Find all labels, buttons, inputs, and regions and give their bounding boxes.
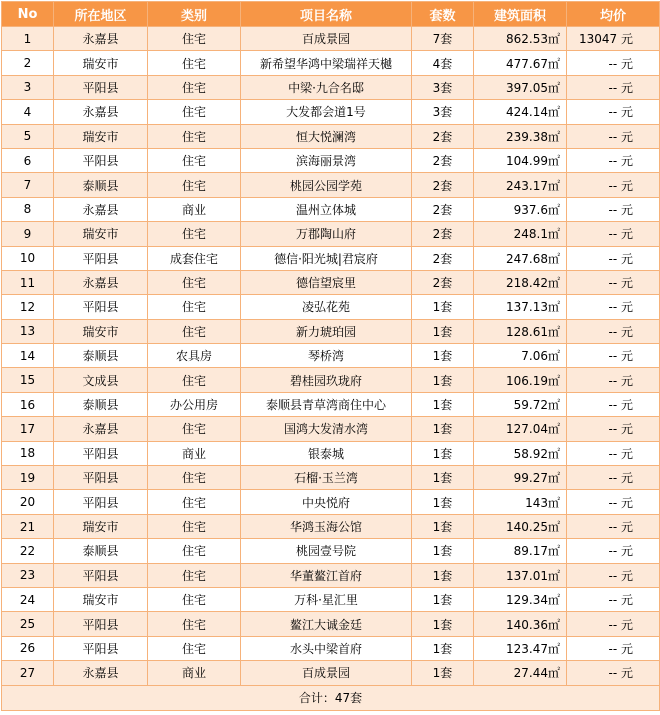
cell-price: -- 元 — [567, 539, 660, 563]
cell-units: 1套 — [412, 514, 474, 538]
sales-table — [1, 1, 660, 711]
cell-area: 247.68㎡ — [474, 246, 567, 270]
table-row — [2, 441, 660, 465]
cell-project: 华董鳌江首府 — [241, 563, 412, 587]
cell-area: 397.05㎡ — [474, 75, 567, 99]
cell-units: 1套 — [412, 539, 474, 563]
table-body — [2, 27, 660, 686]
cell-area: 239.38㎡ — [474, 124, 567, 148]
cell-project: 中央悦府 — [241, 490, 412, 514]
cell-no: 7 — [2, 173, 54, 197]
cell-project: 鳌江大诚金廷 — [241, 612, 412, 636]
cell-units: 1套 — [412, 563, 474, 587]
table-row — [2, 295, 660, 319]
table-row — [2, 124, 660, 148]
cell-area: 58.92㎡ — [474, 441, 567, 465]
cell-category: 住宅 — [148, 51, 241, 75]
cell-category: 农具房 — [148, 344, 241, 368]
cell-region: 平阳县 — [54, 563, 148, 587]
cell-units: 2套 — [412, 173, 474, 197]
cell-project: 桃园壹号院 — [241, 539, 412, 563]
cell-project: 万科·星汇里 — [241, 587, 412, 611]
cell-units: 1套 — [412, 344, 474, 368]
cell-price: -- 元 — [567, 124, 660, 148]
cell-price: 13047 元 — [567, 27, 660, 51]
cell-project: 温州立体城 — [241, 197, 412, 221]
cell-category: 住宅 — [148, 75, 241, 99]
cell-project: 中梁·九合名邸 — [241, 75, 412, 99]
cell-price: -- 元 — [567, 441, 660, 465]
cell-category: 办公用房 — [148, 392, 241, 416]
cell-area: 218.42㎡ — [474, 270, 567, 294]
table-row — [2, 466, 660, 490]
cell-project: 国鸿大发清水湾 — [241, 417, 412, 441]
cell-region: 永嘉县 — [54, 417, 148, 441]
table-row — [2, 612, 660, 636]
header-units: 套数 — [412, 2, 474, 27]
cell-price: -- 元 — [567, 636, 660, 660]
cell-area: 99.27㎡ — [474, 466, 567, 490]
cell-category: 住宅 — [148, 222, 241, 246]
cell-units: 3套 — [412, 100, 474, 124]
cell-region: 平阳县 — [54, 490, 148, 514]
cell-units: 1套 — [412, 417, 474, 441]
table-row — [2, 270, 660, 294]
cell-category: 住宅 — [148, 173, 241, 197]
cell-units: 7套 — [412, 27, 474, 51]
cell-region: 瑞安市 — [54, 587, 148, 611]
cell-price: -- 元 — [567, 75, 660, 99]
cell-price: -- 元 — [567, 661, 660, 685]
header-no: No — [2, 2, 54, 27]
cell-project: 石榴·玉兰湾 — [241, 466, 412, 490]
cell-region: 永嘉县 — [54, 661, 148, 685]
cell-price: -- 元 — [567, 417, 660, 441]
cell-area: 89.17㎡ — [474, 539, 567, 563]
table-row — [2, 417, 660, 441]
cell-no: 13 — [2, 319, 54, 343]
table-row — [2, 368, 660, 392]
cell-no: 26 — [2, 636, 54, 660]
cell-region: 平阳县 — [54, 636, 148, 660]
cell-project: 银泰城 — [241, 441, 412, 465]
cell-area: 143㎡ — [474, 490, 567, 514]
cell-region: 泰顺县 — [54, 344, 148, 368]
cell-area: 937.6㎡ — [474, 197, 567, 221]
cell-units: 1套 — [412, 368, 474, 392]
table-row — [2, 173, 660, 197]
cell-category: 住宅 — [148, 612, 241, 636]
table-row — [2, 27, 660, 51]
cell-no: 14 — [2, 344, 54, 368]
cell-no: 25 — [2, 612, 54, 636]
cell-project: 泰顺县青草湾商住中心 — [241, 392, 412, 416]
cell-no: 5 — [2, 124, 54, 148]
cell-area: 27.44㎡ — [474, 661, 567, 685]
table-row — [2, 75, 660, 99]
header-price: 均价 — [567, 2, 660, 27]
cell-project: 德信·阳光城|君宸府 — [241, 246, 412, 270]
table-row — [2, 514, 660, 538]
cell-units: 2套 — [412, 148, 474, 172]
cell-project: 大发都会道1号 — [241, 100, 412, 124]
cell-area: 59.72㎡ — [474, 392, 567, 416]
cell-price: -- 元 — [567, 466, 660, 490]
cell-area: 128.61㎡ — [474, 319, 567, 343]
cell-price: -- 元 — [567, 612, 660, 636]
cell-price: -- 元 — [567, 270, 660, 294]
cell-area: 129.34㎡ — [474, 587, 567, 611]
cell-no: 6 — [2, 148, 54, 172]
cell-no: 23 — [2, 563, 54, 587]
cell-price: -- 元 — [567, 490, 660, 514]
cell-category: 住宅 — [148, 587, 241, 611]
cell-region: 瑞安市 — [54, 124, 148, 148]
cell-area: 137.01㎡ — [474, 563, 567, 587]
cell-project: 新希望华鸿中梁瑞祥天樾 — [241, 51, 412, 75]
table-row — [2, 100, 660, 124]
cell-units: 4套 — [412, 51, 474, 75]
table-row — [2, 661, 660, 685]
cell-project: 万郡陶山府 — [241, 222, 412, 246]
cell-project: 琴桥湾 — [241, 344, 412, 368]
cell-category: 住宅 — [148, 368, 241, 392]
cell-units: 2套 — [412, 222, 474, 246]
cell-units: 1套 — [412, 441, 474, 465]
cell-region: 瑞安市 — [54, 222, 148, 246]
cell-no: 1 — [2, 27, 54, 51]
cell-no: 8 — [2, 197, 54, 221]
table-row — [2, 222, 660, 246]
cell-category: 住宅 — [148, 270, 241, 294]
cell-project: 凌弘花苑 — [241, 295, 412, 319]
cell-category: 住宅 — [148, 539, 241, 563]
cell-price: -- 元 — [567, 222, 660, 246]
cell-no: 2 — [2, 51, 54, 75]
cell-project: 百成景园 — [241, 27, 412, 51]
cell-category: 成套住宅 — [148, 246, 241, 270]
cell-category: 住宅 — [148, 295, 241, 319]
cell-area: 137.13㎡ — [474, 295, 567, 319]
cell-category: 商业 — [148, 441, 241, 465]
cell-price: -- 元 — [567, 563, 660, 587]
cell-no: 10 — [2, 246, 54, 270]
cell-units: 1套 — [412, 587, 474, 611]
cell-price: -- 元 — [567, 197, 660, 221]
cell-no: 9 — [2, 222, 54, 246]
cell-price: -- 元 — [567, 246, 660, 270]
cell-units: 2套 — [412, 270, 474, 294]
cell-region: 泰顺县 — [54, 539, 148, 563]
cell-area: 106.19㎡ — [474, 368, 567, 392]
table-row — [2, 319, 660, 343]
cell-region: 瑞安市 — [54, 514, 148, 538]
cell-category: 住宅 — [148, 417, 241, 441]
cell-price: -- 元 — [567, 100, 660, 124]
cell-region: 平阳县 — [54, 466, 148, 490]
cell-no: 16 — [2, 392, 54, 416]
cell-category: 住宅 — [148, 124, 241, 148]
cell-region: 平阳县 — [54, 612, 148, 636]
header-project: 项目名称 — [241, 2, 412, 27]
table-row — [2, 246, 660, 270]
cell-category: 住宅 — [148, 148, 241, 172]
cell-no: 18 — [2, 441, 54, 465]
cell-price: -- 元 — [567, 392, 660, 416]
cell-units: 1套 — [412, 319, 474, 343]
cell-no: 4 — [2, 100, 54, 124]
cell-project: 新力琥珀园 — [241, 319, 412, 343]
cell-region: 平阳县 — [54, 441, 148, 465]
cell-units: 1套 — [412, 466, 474, 490]
cell-region: 永嘉县 — [54, 270, 148, 294]
cell-area: 477.67㎡ — [474, 51, 567, 75]
cell-area: 140.36㎡ — [474, 612, 567, 636]
table-row — [2, 636, 660, 660]
cell-project: 碧桂园玖珑府 — [241, 368, 412, 392]
cell-units: 1套 — [412, 392, 474, 416]
cell-area: 248.1㎡ — [474, 222, 567, 246]
table-row — [2, 51, 660, 75]
cell-project: 桃园公园学苑 — [241, 173, 412, 197]
cell-price: -- 元 — [567, 173, 660, 197]
cell-area: 243.17㎡ — [474, 173, 567, 197]
cell-category: 住宅 — [148, 563, 241, 587]
cell-area: 127.04㎡ — [474, 417, 567, 441]
cell-area: 424.14㎡ — [474, 100, 567, 124]
cell-region: 泰顺县 — [54, 173, 148, 197]
cell-price: -- 元 — [567, 344, 660, 368]
cell-no: 19 — [2, 466, 54, 490]
cell-area: 104.99㎡ — [474, 148, 567, 172]
cell-price: -- 元 — [567, 587, 660, 611]
cell-region: 文成县 — [54, 368, 148, 392]
cell-price: -- 元 — [567, 514, 660, 538]
cell-region: 瑞安市 — [54, 51, 148, 75]
cell-area: 140.25㎡ — [474, 514, 567, 538]
cell-project: 德信望宸里 — [241, 270, 412, 294]
total-row — [2, 685, 660, 710]
table-row — [2, 392, 660, 416]
cell-project: 华鸿玉海公馆 — [241, 514, 412, 538]
cell-area: 7.06㎡ — [474, 344, 567, 368]
cell-region: 平阳县 — [54, 148, 148, 172]
cell-area: 862.53㎡ — [474, 27, 567, 51]
cell-units: 1套 — [412, 612, 474, 636]
header-category: 类别 — [148, 2, 241, 27]
cell-price: -- 元 — [567, 148, 660, 172]
table-row — [2, 490, 660, 514]
cell-project: 百成景园 — [241, 661, 412, 685]
table-row — [2, 563, 660, 587]
cell-price: -- 元 — [567, 368, 660, 392]
cell-no: 24 — [2, 587, 54, 611]
cell-category: 住宅 — [148, 466, 241, 490]
cell-units: 1套 — [412, 295, 474, 319]
table-row — [2, 539, 660, 563]
total-label: 合计：47套 — [2, 685, 660, 710]
cell-units: 3套 — [412, 75, 474, 99]
header-region: 所在地区 — [54, 2, 148, 27]
cell-region: 永嘉县 — [54, 27, 148, 51]
cell-area: 123.47㎡ — [474, 636, 567, 660]
cell-category: 商业 — [148, 661, 241, 685]
cell-region: 瑞安市 — [54, 319, 148, 343]
table-row — [2, 587, 660, 611]
cell-no: 3 — [2, 75, 54, 99]
cell-category: 住宅 — [148, 27, 241, 51]
cell-category: 商业 — [148, 197, 241, 221]
cell-no: 20 — [2, 490, 54, 514]
cell-category: 住宅 — [148, 636, 241, 660]
cell-region: 平阳县 — [54, 295, 148, 319]
header-area: 建筑面积 — [474, 2, 567, 27]
cell-project: 水头中梁首府 — [241, 636, 412, 660]
header-row — [2, 2, 660, 27]
cell-region: 平阳县 — [54, 246, 148, 270]
cell-no: 27 — [2, 661, 54, 685]
cell-no: 22 — [2, 539, 54, 563]
table-row — [2, 197, 660, 221]
cell-no: 11 — [2, 270, 54, 294]
cell-price: -- 元 — [567, 51, 660, 75]
cell-units: 1套 — [412, 490, 474, 514]
cell-units: 1套 — [412, 661, 474, 685]
cell-no: 21 — [2, 514, 54, 538]
table-row — [2, 148, 660, 172]
cell-category: 住宅 — [148, 490, 241, 514]
cell-units: 2套 — [412, 246, 474, 270]
cell-project: 滨海丽景湾 — [241, 148, 412, 172]
cell-no: 15 — [2, 368, 54, 392]
cell-units: 2套 — [412, 124, 474, 148]
cell-category: 住宅 — [148, 319, 241, 343]
cell-region: 平阳县 — [54, 75, 148, 99]
cell-no: 12 — [2, 295, 54, 319]
cell-no: 17 — [2, 417, 54, 441]
table-row — [2, 344, 660, 368]
cell-region: 永嘉县 — [54, 197, 148, 221]
cell-units: 1套 — [412, 636, 474, 660]
cell-region: 泰顺县 — [54, 392, 148, 416]
cell-region: 永嘉县 — [54, 100, 148, 124]
cell-project: 恒大悦澜湾 — [241, 124, 412, 148]
cell-price: -- 元 — [567, 319, 660, 343]
cell-category: 住宅 — [148, 100, 241, 124]
cell-price: -- 元 — [567, 295, 660, 319]
cell-units: 2套 — [412, 197, 474, 221]
cell-category: 住宅 — [148, 514, 241, 538]
